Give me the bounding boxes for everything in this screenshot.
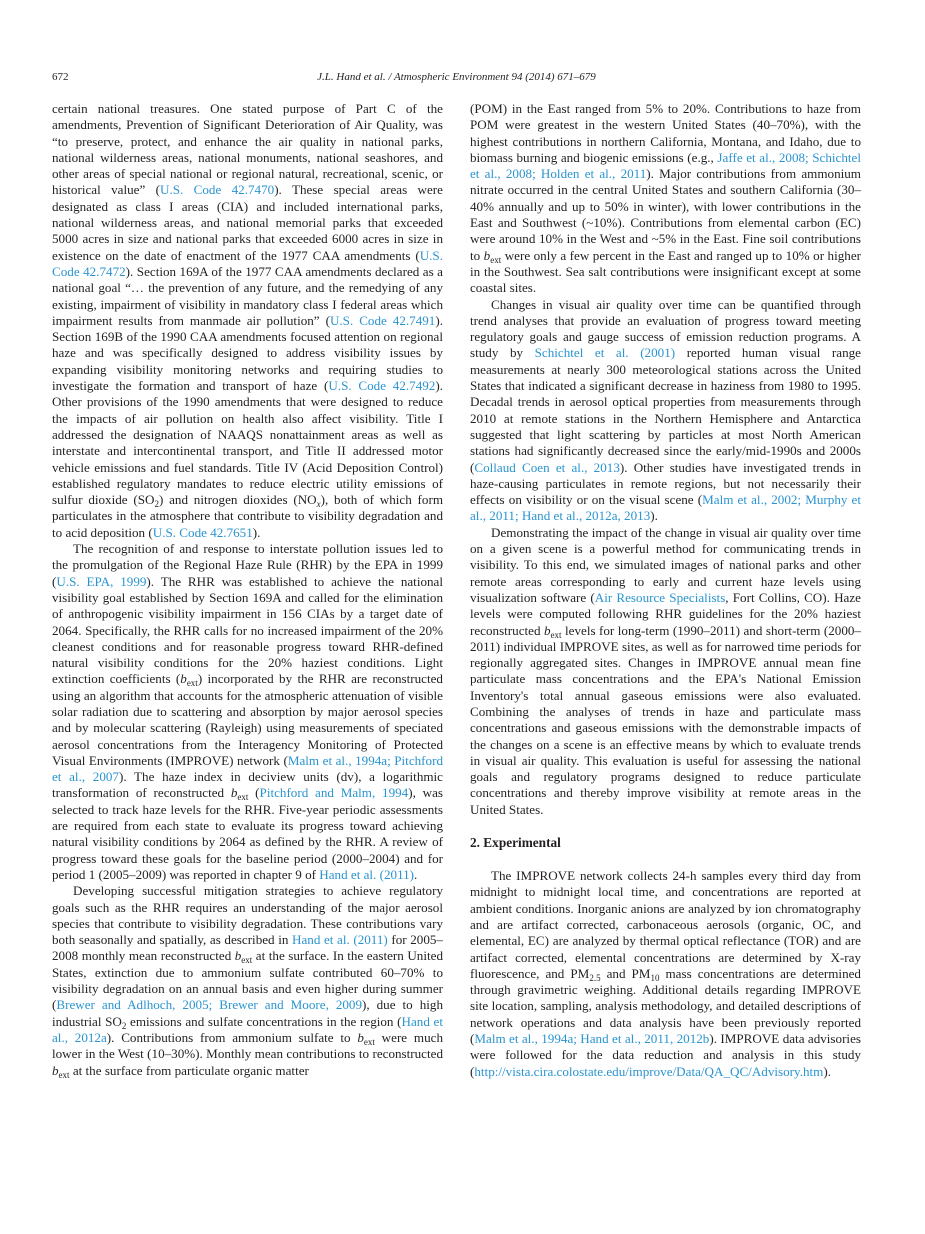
text-run: at the surface. In the eastern United States, extinction due to ammonium sulfate contributed 60–70% to visibility degradation on an annual basis and even higher during summer ( <box>52 948 443 1013</box>
text-run: ). <box>650 508 658 524</box>
left-column <box>52 101 443 1079</box>
subscript: x <box>316 499 321 510</box>
text-run: ). The RHR was established to achieve the national visibility goal established by Section 169A and called for the elimination of anthropogenic visibility impairment in 156 CIAs by a target date of 2064. Specifically, the RHR calls for no increased impairment of the 20% cleanest conditions and for reasonable progress toward RHR-defined natural visibility conditions for the 20% haziest conditions. Light extinction coefficients ( <box>52 573 444 687</box>
text-run: ). Contributions from ammonium sulfate to <box>106 1029 358 1045</box>
text-run: . <box>414 866 418 882</box>
running-header <box>52 71 861 87</box>
citation-link[interactable]: U.S. Code 42.7492 <box>328 378 436 394</box>
text-run: reported human visual range measurements at nearly 300 meteorological stations across the United States that indicated a significant decrease in haziness from 1980 to 1995. Decadal trends in aerosol optical properties from measurements through 2010 at remote stations in the Northern Hemisphere and Antarctica suggested that light scattering by particles at most North American stations had significantly decreased since the early/mid-1990s and 2000s ( <box>470 345 861 475</box>
citation-link[interactable]: Collaud Coen et al., 2013 <box>474 459 620 475</box>
italic-symbol: b <box>544 622 551 638</box>
italic-symbol: b <box>234 948 242 964</box>
citation-link[interactable]: http://vista.cira.colostate.edu/improve/Data/QA_QC/Advisory.htm <box>474 1063 824 1079</box>
citation-link[interactable]: Schichtel et al. (2001) <box>534 345 676 361</box>
text-run: for 2005–2008 monthly mean reconstructed <box>52 932 443 964</box>
text-run: were much lower in the West (10–30%). Monthly mean contributions to reconstructed <box>52 1029 443 1062</box>
text-run: ). Other provisions of the 1990 amendments that were designed to reduce the impacts of air pollution on health also affect visibility. Title I addressed the designation of NAAQS nonattainment areas as well as interstate and intercontinental transport, and Title II addressed motor vehicle emissions and fuel standards. Title IV (Acid Deposition Control) established regulatory mandates to reduce electric utility emissions of sulfur dioxide (SO <box>52 378 443 508</box>
text-run: ), both of which form particulates in the atmosphere that contribute to visibility degradation and to acid deposition ( <box>52 492 444 540</box>
text-run: Demonstrating the impact of the change in visual air quality over time on a given scene is a powerful method for communicating trends in visibility. To this end, we simulated images of national parks and other remote areas corresponding to early and current haze levels using visualization software ( <box>470 524 861 605</box>
paragraph <box>52 541 443 883</box>
paragraph <box>470 525 861 818</box>
citation-link[interactable]: Malm et al., 2002; Murphy et al., 2011; Hand et al., 2012a, 2013 <box>470 492 861 524</box>
subscript: ext <box>237 792 249 803</box>
citation-link[interactable]: Jaffe et al., 2008; Schichtel et al., 2008; Holden et al., 2011 <box>470 149 862 182</box>
text-run: levels for long-term (1990–2011) and short-term (2000–2011) individual IMPROVE sites, as well as for narrowed time periods for regionally aggregated sites. Changes in IMPROVE annual mean fine particulate mass concentrations and the EPA's National Emission Inventory's total annual gaseous emissions were also evaluated. Combining the analyses of trends in haze and particulate mass concentrations and gaseous emissions with the demonstrable impacts of the changes on a scene is an effective means by which to evaluate trends in visual air quality. This evaluation is useful for assessing the national goals and regulatory programs designed to reduce particulate concentrations and thereby improve visibility at remote areas in the United States. <box>470 622 861 817</box>
right-paragraphs <box>470 101 861 818</box>
text-run: emissions and sulfate concentrations in the region ( <box>126 1013 402 1029</box>
left-paragraphs <box>52 101 443 1079</box>
text-run: The IMPROVE network collects 24-h samples every third day from midnight to midnight local time, and concentrations are reported at ambient conditions. Inorganic anions are analyzed by ion chromatography and are artifact corrected, carbonaceous aerosols (organic, OC, and elemental, EC) are analyzed by thermal optical reflectance (TOR) and are artifact corrected, elemental concentrations are determined by X-ray fluorescence, and PM <box>470 868 861 981</box>
text-run: (POM) in the East ranged from 5% to 20%. Contributions to haze from POM were greatest in the western United States (40–70%), with the highest contributions in northern California, Montana, and Idaho, due to biomass burning and biogenic emissions (e.g., <box>470 101 861 165</box>
text-run: ). <box>252 524 261 540</box>
text-run: , Fort Collins, CO). Haze levels were computed following RHR guidelines for the 20% haziest reconstructed <box>470 589 861 638</box>
text-run: ). <box>823 1063 831 1079</box>
italic-symbol: b <box>357 1029 364 1045</box>
subscript: 2 <box>121 1020 127 1031</box>
subscript: ext <box>363 1036 375 1047</box>
citation-link[interactable]: Hand et al. (2011) <box>319 866 415 882</box>
italic-symbol: b <box>180 671 187 687</box>
subscript: 2 <box>154 499 159 510</box>
text-run: at the surface from particulate organic matter <box>69 1062 309 1078</box>
citation-link[interactable]: U.S. Code 42.7470 <box>159 182 275 198</box>
citation-link[interactable]: Malm et al., 1994a; Hand et al., 2011, 2012b <box>474 1031 710 1047</box>
subscript: ext <box>58 1069 70 1080</box>
text-run: ) and nitrogen dioxides (NO <box>158 492 317 508</box>
text-run: ). The haze index in deciview units (dv), a logarithmic transformation of reconstructed <box>52 769 443 801</box>
subscript: 2.5 <box>589 972 601 983</box>
citation-link[interactable]: Hand et al., 2012a <box>52 1013 443 1045</box>
subscript: ext <box>490 254 502 265</box>
text-run: Developing successful mitigation strategies to achieve regulatory goals such as the RHR requires an understanding of the major aerosol species that contribute to visibility degradation. These contributions vary both seasonally and spatially, as described in <box>52 883 443 948</box>
subscript: ext <box>241 955 253 966</box>
citation-link[interactable]: Hand et al. (2011) <box>292 932 388 948</box>
text-run: were only a few percent in the East and ranged up to 10% or higher in the Southwest. Sea salt contributions were insignificant except at some coastal sites. <box>470 247 861 296</box>
subscript: 10 <box>650 972 660 983</box>
subscript: ext <box>550 629 562 640</box>
subscript: ext <box>186 678 198 689</box>
text-run: ). These special areas were designated as class I areas (CIA) and included international parks, national wilderness areas, and national memorial parks that exceeded 5000 acres in size and national parks that exceeded 6000 acres in size in existence on the date of enactment of the 1977 CAA amendments ( <box>52 182 443 263</box>
citation-link[interactable]: U.S. Code 42.7472 <box>52 247 443 279</box>
page-number: 672 <box>52 71 69 83</box>
paragraph <box>470 297 861 525</box>
italic-symbol: b <box>483 247 491 263</box>
citation-link[interactable]: U.S. Code 42.7651 <box>152 524 253 540</box>
paragraph <box>470 101 861 297</box>
citation-link[interactable]: Malm et al., 1994a; Pitchford et al., 2007 <box>52 752 443 785</box>
text-run: ) incorporated by the RHR are reconstructed using an algorithm that accounts for the atmospheric attenuation of visible solar radiation due to scattering and absorption by major aerosol species and by molecular scattering (Rayleigh) using measurements of speciated aerosol concentrations from the Interagency Monitoring of Protected Visual Environments (IMPROVE) network ( <box>52 671 443 768</box>
text-run: ). Section 169B of the 1990 CAA amendments focused attention on regional haze and was specifically designed to address visibility issues by expanding visibility monitoring networks and requiring studies to investigate the formation and transport of haze ( <box>52 312 443 394</box>
citation-link[interactable]: U.S. Code 42.7491 <box>329 312 436 328</box>
paragraph <box>470 868 861 1080</box>
text-run: ). Section 169A of the 1977 CAA amendments declared as a national goal “… the prevention of any future, and the remedying of any existing, impairment of visibility in mandatory class I federal areas which impairment results from manmade air pollution” ( <box>52 263 443 328</box>
text-run: ), due to high industrial SO <box>52 997 443 1029</box>
citation-link[interactable]: Brewer and Adlhoch, 2005; Brewer and Moore, 2009 <box>56 997 363 1013</box>
italic-symbol: b <box>52 1062 59 1078</box>
paragraph <box>52 883 443 1079</box>
paragraph <box>52 101 443 541</box>
italic-symbol: b <box>230 785 238 801</box>
text-run: ). Major contributions from ammonium nitrate occurred in the central United States and southern California (30–40% annually and up to 50% in winter), with lower contributions in the East and Southwest (~10%). Contributions from elemental carbon (EC) were around 10% in the West and ~5% in the East. Fine soil contributions to <box>470 166 861 263</box>
text-run: Changes in visual air quality over time can be quantified through trend analyses that provide an evaluation of progress toward meeting regulatory goals and gauge success of emission reduction programs. A study by <box>470 296 861 361</box>
citation-link[interactable]: Air Resource Specialists <box>594 589 726 605</box>
text-run: mass concentrations are determined through gravimetric weighing. Additional details regarding IMPROVE site location, sampling, analysis methodology, and detailed descriptions of network operations and data analysis have been previously reported ( <box>470 965 861 1047</box>
text-run: certain national treasures. One stated purpose of Part C of the amendments, Prevention of Significant Deterioration of Air Quality, was “to preserve, protect, and enhance the air quality in national parks, national wilderness areas, national monuments, national seashores, and other areas of special national or regional natural, recreational, scenic, or historical value” ( <box>52 101 443 198</box>
right-column <box>470 101 861 1080</box>
text-run: and PM <box>600 965 651 981</box>
text-run: ), was selected to track haze levels for the RHR. Five-year periodic assessments are required from each state to evaluate its progress toward achieving natural visibility conditions by 2064 as defined by the RHR. A review of progress toward these goals for the baseline period (2000–2004) and for period 1 (2005–2009) was reported in chapter 9 of <box>52 785 444 882</box>
section-heading-experimental: 2. Experimental <box>470 835 561 851</box>
journal-citation: J.L. Hand et al. / Atmospheric Environment 94 (2014) 671–679 <box>317 71 596 83</box>
experimental-paragraphs <box>470 868 861 1080</box>
citation-link[interactable]: U.S. EPA, 1999 <box>56 573 147 589</box>
text-run: ). IMPROVE data advisories were followed for the data reduction and analysis in this study ( <box>470 1031 861 1079</box>
citation-link[interactable]: Pitchford and Malm, 1994 <box>259 785 409 801</box>
text-run: The recognition of and response to interstate pollution issues led to the promulgation of the Regional Haze Rule (RHR) by the EPA in 1999 ( <box>52 541 443 589</box>
text-run: ( <box>248 785 260 801</box>
text-run: ). Other studies have investigated trends in haze-causing particulates in remote regions, but not necessarily their effects on visibility or on the visual scene ( <box>470 459 861 508</box>
